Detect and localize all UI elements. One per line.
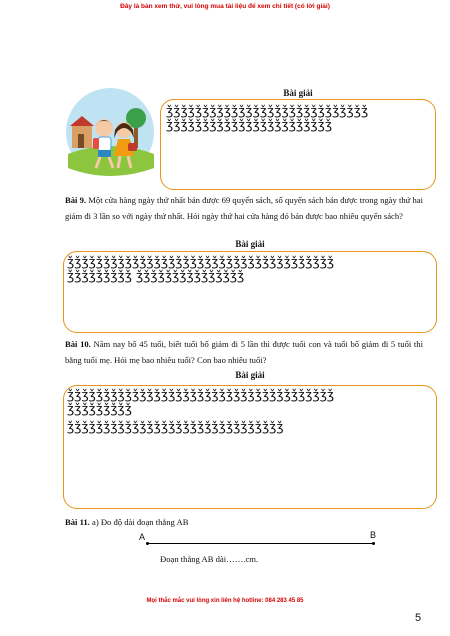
- problem-label: Bài 11.: [65, 517, 90, 527]
- dotted-line: ǯǯǯǯǯǯǯǯǯǯǯǯǯǯǯǯǯǯǯǯǯǯǯ: [166, 117, 333, 132]
- problem-10: [65, 337, 423, 368]
- dotted-line: ǯǯǯǯǯǯǯǯǯ: [67, 401, 132, 416]
- point-b: [372, 542, 375, 545]
- problem-text: Năm nay bố 45 tuổi, biết tuổi bố giảm đi 5 lần thì được tuổi con và tuổi bố giảm đi 5 tuổi thì bằng tuổi mẹ. Hỏi mẹ bao nhiêu tuổi? Con bao nhiêu tuổi?: [65, 339, 423, 365]
- point-a: [146, 542, 149, 545]
- solution-heading: Bài giải: [235, 239, 265, 249]
- dotted-line: ǯǯǯǯǯǯǯǯǯ ǯǯǯǯǯǯǯǯǯǯǯǯǯǯǯ: [67, 268, 245, 283]
- problem-9: [65, 193, 423, 224]
- problem-11: [65, 515, 423, 531]
- problem-text: Một cửa hàng ngày thứ nhất bán được 69 quyển sách, số quyển sách bán được trong ngày thứ hai giảm đi 3 lần so với ngày thứ nhất. Hỏi ngày thứ hai cửa hàng đó bán được bao nhiêu quyển sách?: [65, 195, 423, 221]
- preview-banner: Đây là bản xem thử, vui lòng mua tài liệu để xem chi tiết (có lời giải): [120, 3, 330, 10]
- segment-ab: [147, 543, 373, 544]
- measure-answer: Đoạn thẳng AB dài…….cm.: [160, 554, 259, 564]
- hotline-footer: Mọi thắc mắc vui lòng xin liên hệ hotline: 084 283 45 85: [146, 598, 304, 604]
- solution-heading: Bài giải: [283, 88, 313, 98]
- problem-label: Bài 9.: [65, 195, 87, 205]
- problem-label: Bài 10.: [65, 339, 91, 349]
- point-b-label: B: [370, 530, 377, 540]
- solution-heading: Bài giải: [235, 370, 265, 380]
- children-illustration: [60, 88, 160, 180]
- dotted-line: ǯǯǯǯǯǯǯǯǯǯǯǯǯǯǯǯǯǯǯǯǯǯǯǯǯǯǯǯǯǯ: [67, 419, 284, 434]
- problem-text: a) Đo độ dài đoạn thẳng AB: [92, 517, 189, 527]
- dotted-line: ǯǯǯǯǯǯǯǯǯǯǯǯǯǯǯǯǯǯǯǯǯǯǯǯǯǯǯǯǯǯǯǯǯǯǯǯǯ: [67, 254, 335, 269]
- dotted-line: ǯǯǯǯǯǯǯǯǯǯǯǯǯǯǯǯǯǯǯǯǯǯǯǯǯǯǯǯ: [166, 103, 369, 118]
- dotted-line: ǯǯǯǯǯǯǯǯǯǯǯǯǯǯǯǯǯǯǯǯǯǯǯǯǯǯǯǯǯǯǯǯǯǯǯǯǯ: [67, 387, 335, 402]
- page-number: 5: [415, 612, 422, 624]
- point-a-label: A: [139, 532, 146, 542]
